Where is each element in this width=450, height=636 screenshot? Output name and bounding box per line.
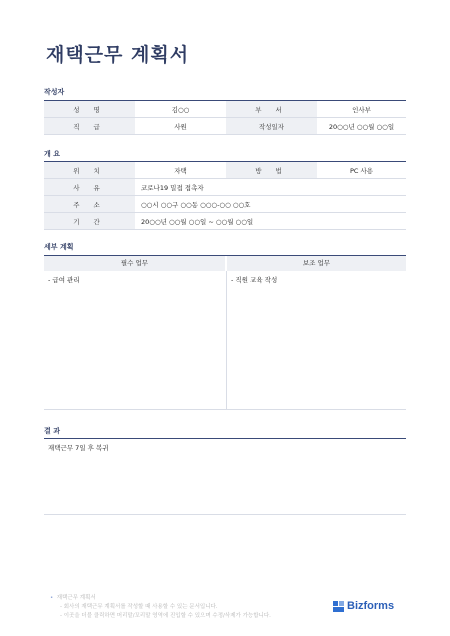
author-section-heading: 작성자 — [44, 88, 65, 96]
table-row — [44, 196, 406, 213]
result-bottom-rule — [44, 514, 406, 515]
author-table — [44, 101, 406, 135]
footer-title: 재택근무 계획서 — [56, 595, 96, 601]
name-label: 성 명 — [44, 101, 135, 118]
bizforms-logo — [333, 600, 394, 612]
result-section-rule — [44, 438, 406, 439]
table-row — [44, 213, 406, 230]
support-header: 보조 업무 — [227, 256, 406, 271]
footer-line1: - 회사의 재택근무 계획서를 작성할 때 사용할 수 있는 문서입니다. — [60, 604, 218, 610]
date-value[interactable]: 20○○년 ○○월 ○○일 — [317, 118, 406, 135]
result-text[interactable]: 재택근무 7일 후 복귀 — [48, 444, 109, 452]
overview-table — [44, 162, 406, 230]
location-value[interactable]: 자택 — [135, 162, 226, 179]
plan-bottom-rule — [44, 409, 406, 410]
address-label: 주 소 — [44, 196, 135, 213]
required-item[interactable]: - 급여 관리 — [48, 276, 80, 284]
plan-divider — [226, 271, 227, 410]
period-label: 기 간 — [44, 213, 135, 230]
dept-value[interactable]: 인사부 — [317, 101, 406, 118]
location-label: 위 치 — [44, 162, 135, 179]
address-value[interactable]: ○○시 ○○구 ○○동 ○○○-○○ ○○호 — [135, 196, 406, 213]
method-value[interactable]: PC 사용 — [317, 162, 406, 179]
footer-line2: - 이곳을 더블 클릭하면 머리말/꼬리말 영역에 진입할 수 있으며 수정/삭제가 가능합니다. — [60, 613, 271, 619]
plan-section-heading: 세부 계획 — [44, 243, 74, 251]
table-row — [44, 118, 406, 135]
dept-label: 부 서 — [226, 101, 317, 118]
support-item[interactable]: - 직원 교육 작성 — [231, 276, 278, 284]
page-title: 재택근무 계획서 — [46, 44, 190, 66]
overview-section-heading: 개 요 — [44, 150, 60, 158]
reason-value[interactable]: 코로나19 밀접 접촉자 — [135, 179, 406, 196]
period-value[interactable]: 20○○년 ○○월 ○○일 ~ ○○월 ○○일 — [135, 213, 406, 230]
plan-table — [44, 256, 406, 410]
required-header: 필수 업무 — [44, 256, 225, 271]
footer-note[interactable] — [50, 594, 271, 621]
result-section-heading: 결 과 — [44, 427, 60, 435]
rank-label: 직 급 — [44, 118, 135, 135]
name-value[interactable]: 김○○ — [135, 101, 226, 118]
bullet-icon: • — [50, 595, 54, 601]
bizforms-logo-icon — [333, 601, 344, 612]
rank-value[interactable]: 사원 — [135, 118, 226, 135]
method-label: 방 법 — [226, 162, 317, 179]
reason-label: 사 유 — [44, 179, 135, 196]
table-row — [44, 162, 406, 179]
table-row — [44, 179, 406, 196]
logo-text: Bizforms — [347, 600, 395, 612]
date-label: 작성일자 — [226, 118, 317, 135]
table-row — [44, 101, 406, 118]
